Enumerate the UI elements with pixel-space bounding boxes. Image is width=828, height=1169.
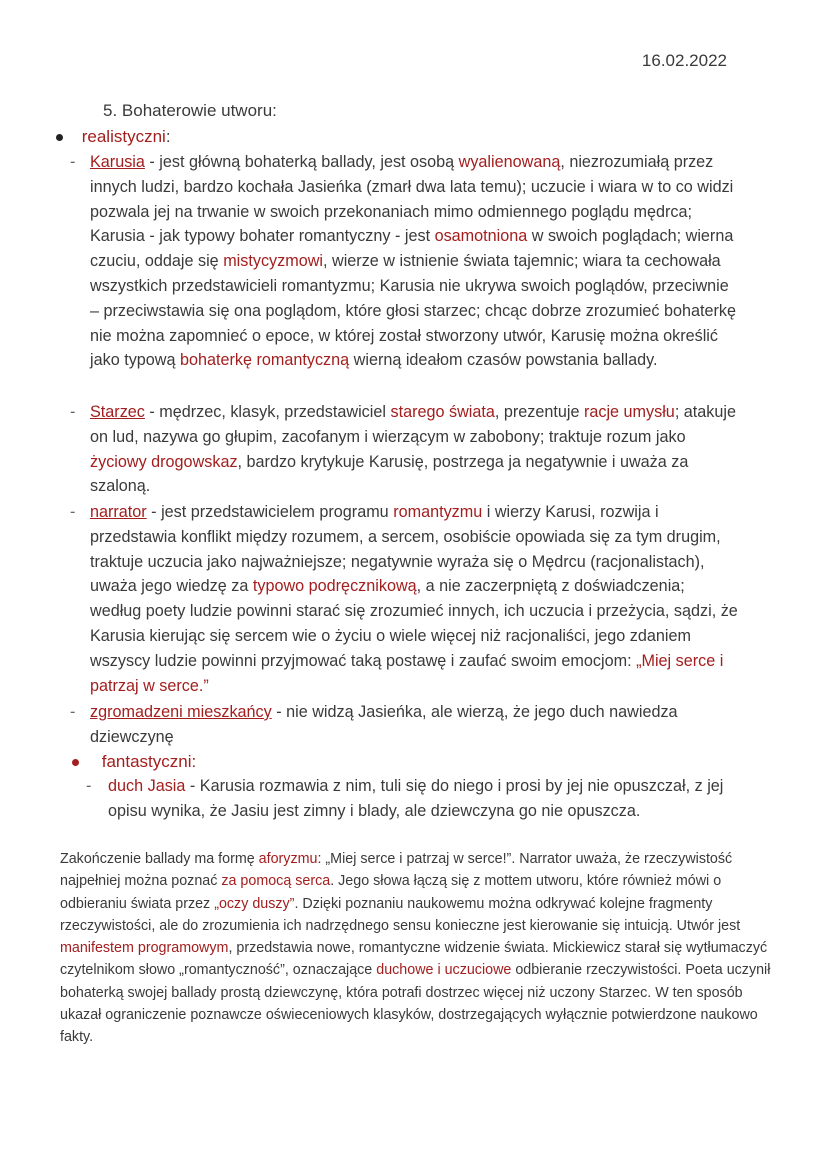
hero-mieszkancy-text — [90, 700, 740, 750]
hero-starzec — [70, 400, 740, 499]
conclusion-paragraph — [60, 848, 772, 1049]
highlight: romantyzmu — [393, 503, 483, 521]
hero-name: Starzec — [90, 403, 145, 421]
highlight: osamotniona — [434, 227, 528, 246]
hero-name: zgromadzeni mieszkańcy — [90, 703, 272, 721]
hero-starzec-text — [90, 400, 740, 499]
text-run: i wierzy Karusi, rozwija i przedstawia konflikt między rozumem, a sercem, osobiście opowiada się za tym drugim, traktuje uczucia jako najważniejsze; negatywnie wyraża się o Mędrcu (racjonalistach), uważa jego wiedzę za — [90, 503, 721, 596]
text-run: w swoich poglądach; wierna czuciu, oddaje się — [90, 227, 734, 271]
text-run: ; atakuje on lud, nazywa go głupim, zacofanym i wierzącym w zabobony; traktuje rozum jako — [90, 403, 737, 446]
highlight: aforyzmu — [258, 851, 318, 867]
dash-icon: - — [70, 153, 76, 171]
hero-karusia-text — [90, 150, 740, 373]
text-run: , wierze w istnienie świata tajemnic; wiara ta cechowała wszystkich przedstawicieli romantyzmu; Karusia nie ukrywa swoich poglądów, przeciwnie – przeciwstawia się ona poglądom, które głosi starzec; chcąc dobrze zrozumieć bohaterkę nie można zapomnieć o epoce, w której został stworzony utwór, Karusię można określić jako typową — [90, 252, 737, 370]
hero-name: duch Jasia — [108, 777, 186, 795]
highlight: za pomocą serca — [221, 873, 331, 890]
highlight: „oczy duszy” — [214, 895, 295, 912]
date: 16.02.2022 — [641, 51, 727, 70]
hero-karusia — [70, 150, 740, 373]
realistic-label: realistyczni — [81, 127, 166, 146]
hero-name: Karusia — [90, 153, 145, 171]
highlight: racje umysłu — [583, 403, 675, 421]
hero-narrator-text — [90, 500, 740, 698]
text-run: , prezentuje — [494, 403, 584, 421]
highlight: typowo podręcznikową — [252, 577, 417, 596]
text-run: . Jego słowa łączą się z mottem utworu, które również mówi o odbieraniu świata przez — [60, 873, 722, 912]
hero-narrator — [70, 500, 740, 698]
bullet-fantastic — [72, 749, 196, 774]
dash-icon: - — [70, 503, 76, 521]
bullet-dot-icon — [72, 759, 79, 766]
section-title: 5. Bohaterowie utworu: — [103, 101, 277, 120]
text-run: , przedstawia nowe, romantyczne widzenie świata. Mickiewicz starał się wytłumaczyć czytelnikom słowo „romantyczność”, oznaczające — [60, 940, 768, 979]
highlight: duchowe i uczuciowe — [376, 962, 512, 979]
text-run: Zakończenie ballady ma formę — [60, 851, 259, 867]
text-run: - nie widzą Jasieńka, ale wierzą, że jego duch nawiedza dziewczynę — [90, 703, 678, 746]
text-run: wierną ideałom czasów powstania ballady. — [349, 351, 658, 370]
highlight: życiowy drogowskaz — [90, 452, 238, 471]
bullet-realistic — [56, 124, 171, 149]
hero-duch-jasia-text — [108, 774, 726, 824]
dash-icon: - — [86, 777, 92, 795]
text-run: . Dzięki poznaniu naukowemu można odkrywać kolejne fragmenty rzeczywistości, ale do zrozumienia ich nadrzędnego sensu konieczne jest kierowanie się intuicją. Utwór jest — [60, 895, 741, 934]
text-run: - Karusia rozmawia z nim, tuli się do niego i prosi by jej nie opuszczał, z jej opisu wynika, że Jasiu jest zimny i blady, ale dziewczyna go nie opuszcza. — [108, 777, 724, 820]
bullet-dot-icon — [56, 134, 63, 141]
highlight: bohaterkę romantyczną — [179, 351, 350, 370]
highlight: manifestem programowym — [60, 940, 229, 957]
highlight: „Miej serce i patrzaj w serce.” — [90, 651, 724, 695]
realistic-colon: : — [165, 127, 171, 146]
highlight: mistycyzmowi — [223, 252, 324, 271]
text-run: , niezrozumiałą przez innych ludzi, bardzo kochała Jasieńka (zmarł dwa lata temu); uczucie i wiara w to co widzi pozwala jej na trwanie w swoich przekonaniach mimo odmiennego poglądu mędrca; Karusia - jak typowy bohater romantyczny - jest — [90, 153, 734, 246]
text-run: , bardzo krytykuje Karusię, postrzega ja negatywnie i uważa za szaloną. — [90, 452, 689, 496]
text-run: - jest przedstawicielem programu — [146, 503, 394, 521]
dash-icon: - — [70, 403, 76, 421]
hero-mieszkancy — [70, 700, 740, 750]
text-run: : „Miej serce i patrzaj w serce!”. Narrator uważa, że rzeczywistość najpełniej można poznać — [60, 851, 733, 890]
text-run: - jest główną bohaterką ballady, jest osobą — [144, 153, 459, 171]
hero-name: narrator — [90, 503, 147, 521]
text-run: - mędrzec, klasyk, przedstawiciel — [144, 403, 391, 421]
highlight: starego świata — [390, 403, 495, 421]
text-run: , a nie zaczerpniętą z doświadczenia; według poety ludzie powinni starać się zrozumieć innych, ich uczucia i przeżycia, sądzi, że Karusia kierując się sercem wie o życiu o wiele więcej niż racjonaliści, jego zdaniem wszyscy ludzie powinni przyjmować taką postawę i zaufać swoim emocjom: — [90, 577, 738, 670]
highlight: wyalienowaną — [458, 153, 561, 171]
fantastic-label: fantastyczni: — [101, 752, 197, 771]
hero-duch-jasia — [86, 774, 726, 824]
text-run: odbieranie rzeczywistości. Poeta uczynił bohaterką swojej ballady prostą dziewczynę, która potrafi dostrzec więcej niż uczony Starzec. W ten sposób ukazał ograniczenie poznawcze oświeceniowych klasyków, dostrzegających wyłącznie potwierdzone naukowo fakty. — [60, 962, 771, 1046]
dash-icon: - — [70, 703, 76, 721]
